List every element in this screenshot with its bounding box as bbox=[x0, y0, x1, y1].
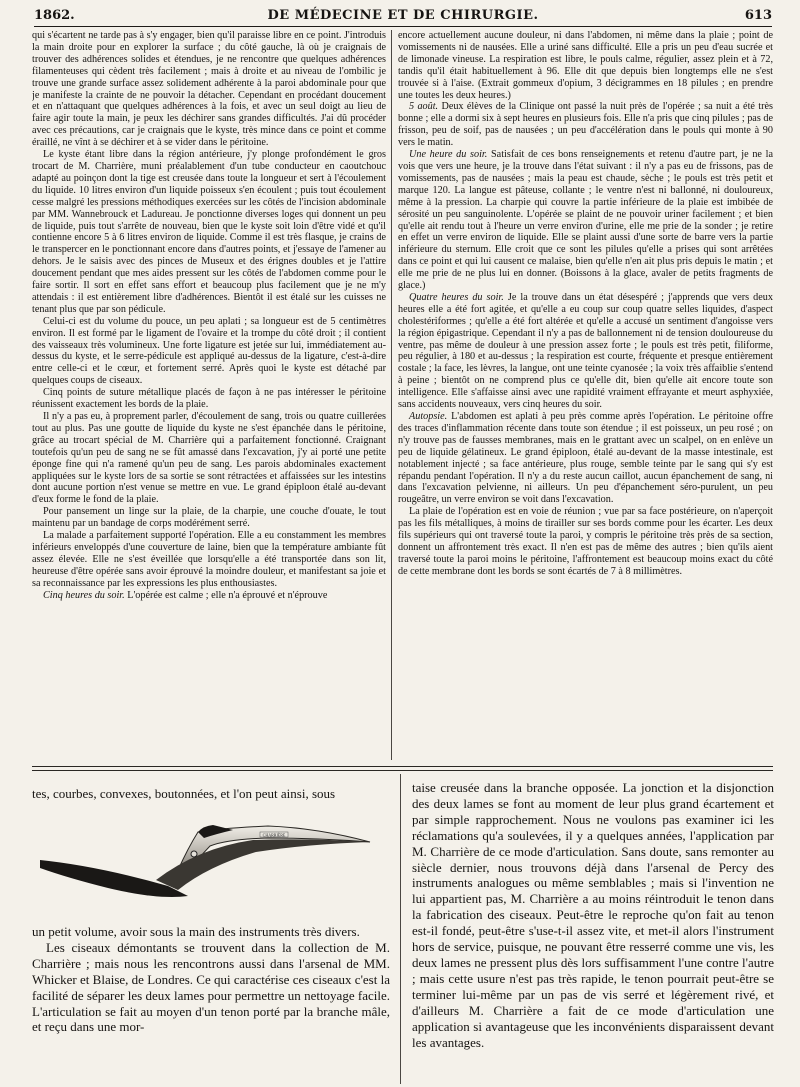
header-page-number: 613 bbox=[744, 8, 772, 23]
paragraph: Il n'y a pas eu, à proprement parler, d'écoulement de sang, trois ou quatre cuillerées tout au plus. Pas une goutte de liquide du kyste ne s'est épanchée dans le péritoine, grâce au trocart spécial de M. Charrière qui a parfaitement fonctionné. Craignant toutefois qu'un peu de sang ne se fût amassé dans l'excavation, j'y ai porté une petite éponge fine qui n'a ramené qu'un peu de sang. Les parois abdominales exactement appliquées sur le kyste lors de sa sortie se sont rétractées et affaissées sur les intestins dont aucune portion n'est venue se mettre en vue. Le grand épiploon étalé au-devant d'eux forme le fond de la plaie. bbox=[32, 411, 386, 506]
paragraph-text: L'abdomen est aplati à peu près comme après l'opération. Le péritoine offre des traces d'inflammation récente dans toute son étendue ; il est poisseux, un peu rosé ; on n'y trouve pas de fausses membranes, mais en le grattant avec un scalpel, on en enlève un peu de liquide gélatineux. Le grand épiploon, étalé au-devant de la masse intestinale, est notablement injecté ; sa face antérieure, plus rouge, semble teinte par le sang qui s'y est répandu pendant l'opération. Il n'y a du reste aucun caillot, aucun épanchement de sang, ni dans l'excavation pelvienne, ni ailleurs. Un peu d'épanchement séro-purulent, un peu rougeâtre, un verre environ se voit dans l'excavation. bbox=[398, 411, 773, 506]
autopsy-heading: Autopsie. bbox=[409, 411, 448, 422]
right-column bbox=[398, 30, 773, 758]
paragraph: Les ciseaux démontants se trouvent dans la collection de M. Charrière ; mais nous les rencontrons aussi dans l'arsenal de MM. Whicker et Blaise, de Londres. Ce qui caractérise ces ciseaux c'est la facilité de séparer les deux lames pour permettre un nettoyage facile. L'articulation se fait au moyen d'un tenon porté par la branche mâle, et reçu dans une mor- bbox=[32, 939, 390, 1035]
paragraph: Pour pansement un linge sur la plaie, de la charpie, une couche d'ouate, le tout maintenu par un bandage de corps modérément serré. bbox=[32, 506, 386, 530]
paragraph: Le kyste étant libre dans la région antérieure, j'y plonge profondément le gros trocart de M. Charrière, muni préalablement d'un tube conducteur en caoutchouc adapté au poinçon dont la tige est creusée dans toute la longueur et sert à l'écoulement du liquide. 10 litres environ d'un liquide poisseux s'en écoulent ; puis tout écoulement cesse malgré les pressions méthodiques exercées sur les côtés de l'incision abdominale par MM. Wannebrouck et Ladureau. Je ponctionne diverses loges qui donnent un peu de liquide, puis tout s'arrête de nouveau, bien que le kyste soit loin d'être vidé et qu'il contienne encore 5 à 6 litres environ de liquide. Comme il est très flasque, je crains de le transpercer en le ponctionnant encore dans d'autres points, et j'essaye de l'amener au dehors. Je le saisis avec des pinces de Museux et des érignes doubles et je l'attire doucement pendant que mes aides pressent sur les côtés de l'abdomen comme pour le faire sortir. Il sort en effet sans effort et beaucoup plus facilement que je ne m'y attendais : il est entièrement libre d'adhérences. Bientôt il est étalé sur les cuisses ne tenant plus que par son pédicule. bbox=[32, 149, 386, 315]
left-column bbox=[32, 30, 386, 758]
column-divider bbox=[400, 774, 401, 1084]
bottom-left-column bbox=[32, 924, 390, 1084]
paragraph: Cinq points de suture métallique placés de façon à ne pas intéresser le péritoine réunissent exactement les bords de la plaie. bbox=[32, 387, 386, 411]
header-year: 1862. bbox=[34, 8, 75, 23]
paragraph-text: L'opérée est calme ; elle n'a éprouvé et n'éprouve bbox=[124, 589, 328, 601]
paragraph bbox=[398, 411, 773, 506]
paragraph: encore actuellement aucune douleur, ni dans l'abdomen, ni même dans la plaie ; point de vomissements ni de nausées. Elle a uriné sans difficulté. Elle a pris un peu d'eau sucrée et de limonade vineuse. La respiration est libre, le pouls calme, régulier, assez plein et à 72, tandis qu'il était habituellement à 96. Elle dit que depuis bien longtemps elle ne s'est trouvée si à l'aise. (Extrait gommeux d'opium, 3 décigrammes en 18 pilules ; en prendre une toutes les deux heures.) bbox=[398, 30, 773, 101]
paragraph: La malade a parfaitement supporté l'opération. Elle a eu constamment les membres inférieurs enveloppés d'une couverture de laine, bien que la température ambiante fût assez élevée. Elle ne s'est éveillée que lorsqu'elle a été transportée dans son lit, heureuse d'être opérée sans avoir éprouvé la moindre douleur, et manifestant sa joie et sa reconnaissance par les expressions les plus enthousiastes. bbox=[32, 530, 386, 589]
paragraph bbox=[398, 101, 773, 149]
date-heading: 5 août. bbox=[409, 101, 439, 113]
time-heading: Une heure du soir. bbox=[409, 149, 488, 161]
blade bbox=[156, 832, 370, 890]
page-header bbox=[34, 2, 772, 27]
blade-inscription: CHARRIÈRE bbox=[262, 832, 286, 838]
header-title: DE MÉDECINE ET DE CHIRURGIE. bbox=[267, 8, 539, 23]
paragraph: un petit volume, avoir sous la main des instruments très divers. bbox=[32, 924, 360, 939]
bottom-right-column bbox=[412, 780, 774, 1084]
bottom-left-top-line: tes, courbes, convexes, boutonnées, et l'on peut ainsi, sous bbox=[32, 786, 336, 801]
paragraph bbox=[398, 149, 773, 292]
paragraph-text: Deux élèves de la Clinique ont passé la nuit près de l'opérée ; sa nuit a été très bonne ; elle a dormi six à sept heures en plusieurs fois. Elle n'a pris que cinq pilules ; pas de frisson, peu de soif, pas de nausées ; un peu d'accélération dans le pouls qui monte à 90 vers le matin. bbox=[398, 101, 773, 149]
time-heading: Cinq heures du soir. bbox=[43, 589, 125, 601]
time-heading: Quatre heures du soir. bbox=[409, 291, 504, 303]
scissors-illustration bbox=[38, 808, 378, 918]
paragraph: Celui-ci est du volume du pouce, un peu aplati ; sa longueur est de 5 centimètres environ. Il est formé par le ligament de l'ovaire et la trompe du côté droit ; il contient des vaisseaux très volumineux. Une forte ligature est jetée sur lui, immédiatement au-dessus du kyste, et le serre-pédicule est appliqué au-dessus de la ligature, c'est-à-dire entre celle-ci et le cœur, et fortement serré. Après quoi le kyste est détaché par quelques coups de ciseaux. bbox=[32, 315, 386, 387]
paragraph-text: Je la trouve dans un état désespéré ; j'apprends que vers deux heures elle a été fort agitée, et qu'elle a eu coup sur coup quatre selles liquides, d'aspect cholestériformes ; qu'elle a été fort altérée et qu'elle a accusé un sentiment d'angoisse vers la région épigastrique. Cependant il n'y a pas de ballonnement ni de tension douloureuse du ventre, pas même de douleur à une pression assez forte ; le pouls est très petit, filiforme, peu régulier, à 180 et au-dessus ; la respiration est courte, fréquente et presque entièrement costale ; la face, les lèvres, la langue, ont une teinte cyanosée ; la voix très affaiblie s'entend à peine ; bientôt on ne comprend plus ce qu'elle dit, bien qu'elle ait encore toute son intelligence. Elle s'affaisse ainsi avec une rapidité vraiment effrayante et meurt asphyxiée, sans accidents nouveaux, vers cinq heures du soir. bbox=[398, 291, 773, 411]
paragraph: taise creusée dans la branche opposée. La jonction et la disjonction des deux lames se font au moment de leur plus grand écartement et par simple rapprochement. Nous ne voulons pas examiner ici les réclamations qu'a soulevées, il y a quelques années, l'application par M. Charrière de ce mode d'articulation. Sans doute, sans remonter au siècle dernier, nous trouvons déjà dans l'arsenal de Percy des instruments analogues ou même semblables ; mais si l'invention ne lui appartient pas, M. Charrière a au moins réintroduit le tenon dans la fabrication des ciseaux. Peut-être le reproche qu'on fait au tenon est-il fondé, peut-être s'use-t-il assez vite, et met-il alors l'instrument hors de service, puisque, ne pouvant être resserré comme une vis, les deux lames ne pressent plus dès lors suffisamment l'une contre l'autre ; mais cette usure n'est pas très rapide, le tenon pourrait peut-être se terminer lui-même par un pas de vis serré et légèrement rivé, et d'ailleurs M. Charrière a fait de ce mode d'articulation une application si avantageuse que les inconvénients disparaissent devant les avantages. bbox=[412, 780, 774, 1050]
paragraph: qui s'écartent ne tarde pas à s'y engager, bien qu'il paraisse libre en ce point. J'introduis la main droite pour en explorer la surface ; du côté gauche, là où je craignais de trouver des adhérences solides et étendues, je ne rencontre que quelques adhérences filamenteuses qui cèdent très facilement ; mais à droite et au niveau de l'ombilic je trouve une grande surface assez solidement adhérente à la paroi abdominale pour que je manifeste la crainte de ne pouvoir la détacher. Cependant en procédant doucement et en n'attaquant que quelques adhérences à la fois, et avec un seul doigt au lieu de faire agir toute la main, je peux les déchirer sans grandes difficultés. J'ai dû procéder avec ces précautions, car je craignais que le kyste, très mince dans ce point et comme éraillé, ne vînt à se déchirer et à se vider dans le péritoine. bbox=[32, 30, 386, 149]
paragraph-text: Satisfait de ces bons renseignements et retenu d'autre part, je ne la vois que vers une heure, je la trouve dans l'état suivant : il n'y a pas eu de frissons, pas de vomissements, pas de nausées ; mais la peau est chaude, sèche ; le pouls est très petit et marque 120. La langue est pâteuse, collante ; le ventre n'est ni ballonné, ni douloureux, même à la pression. La charpie qui couvre la partie inférieure de la plaie est imbibée de sérosité un peu sanguinolente. L'opérée se plaint de ne pouvoir uriner facilement ; et bien qu'elle ait rendu tout à l'heure un verre environ d'urine, elle me prie de la sonder ; je retire en effet un verre environ de liquide. Elle se plaint aussi d'une sorte de barre vers la partie inférieure du sternum. Elle croit que ce sont les pilules qu'elle a prises qui sont arrêtées dans ce point et qui lui causent ce malaise, bien qu'elle n'en ait plus pris depuis le matin ; et elle me prie de ne plus lui en donner. (Boissons à la glace, avaler de petits fragments de glace.) bbox=[398, 149, 773, 292]
section-divider bbox=[32, 766, 773, 771]
pivot-rivet bbox=[191, 851, 197, 857]
paragraph bbox=[398, 292, 773, 411]
paragraph: La plaie de l'opération est en voie de réunion ; vue par sa face postérieure, on n'aperçoit pas les fils métalliques, à moins de tirailler sur ses bords comme pour les écarter. Les deux fils supérieurs qui ont traversé toute la paroi, y compris le péritoine très près de sa section, donnent un affrontement très exact. Il n'en est pas de même des autres ; bien qu'ils aient traversé toute la paroi moins le péritoine, l'affrontement est beaucoup moins exact du côté de cette membrane dont les bords se sont écartés de 7 à 8 millimètres. bbox=[398, 506, 773, 577]
column-divider bbox=[391, 30, 392, 760]
paragraph bbox=[32, 590, 386, 602]
